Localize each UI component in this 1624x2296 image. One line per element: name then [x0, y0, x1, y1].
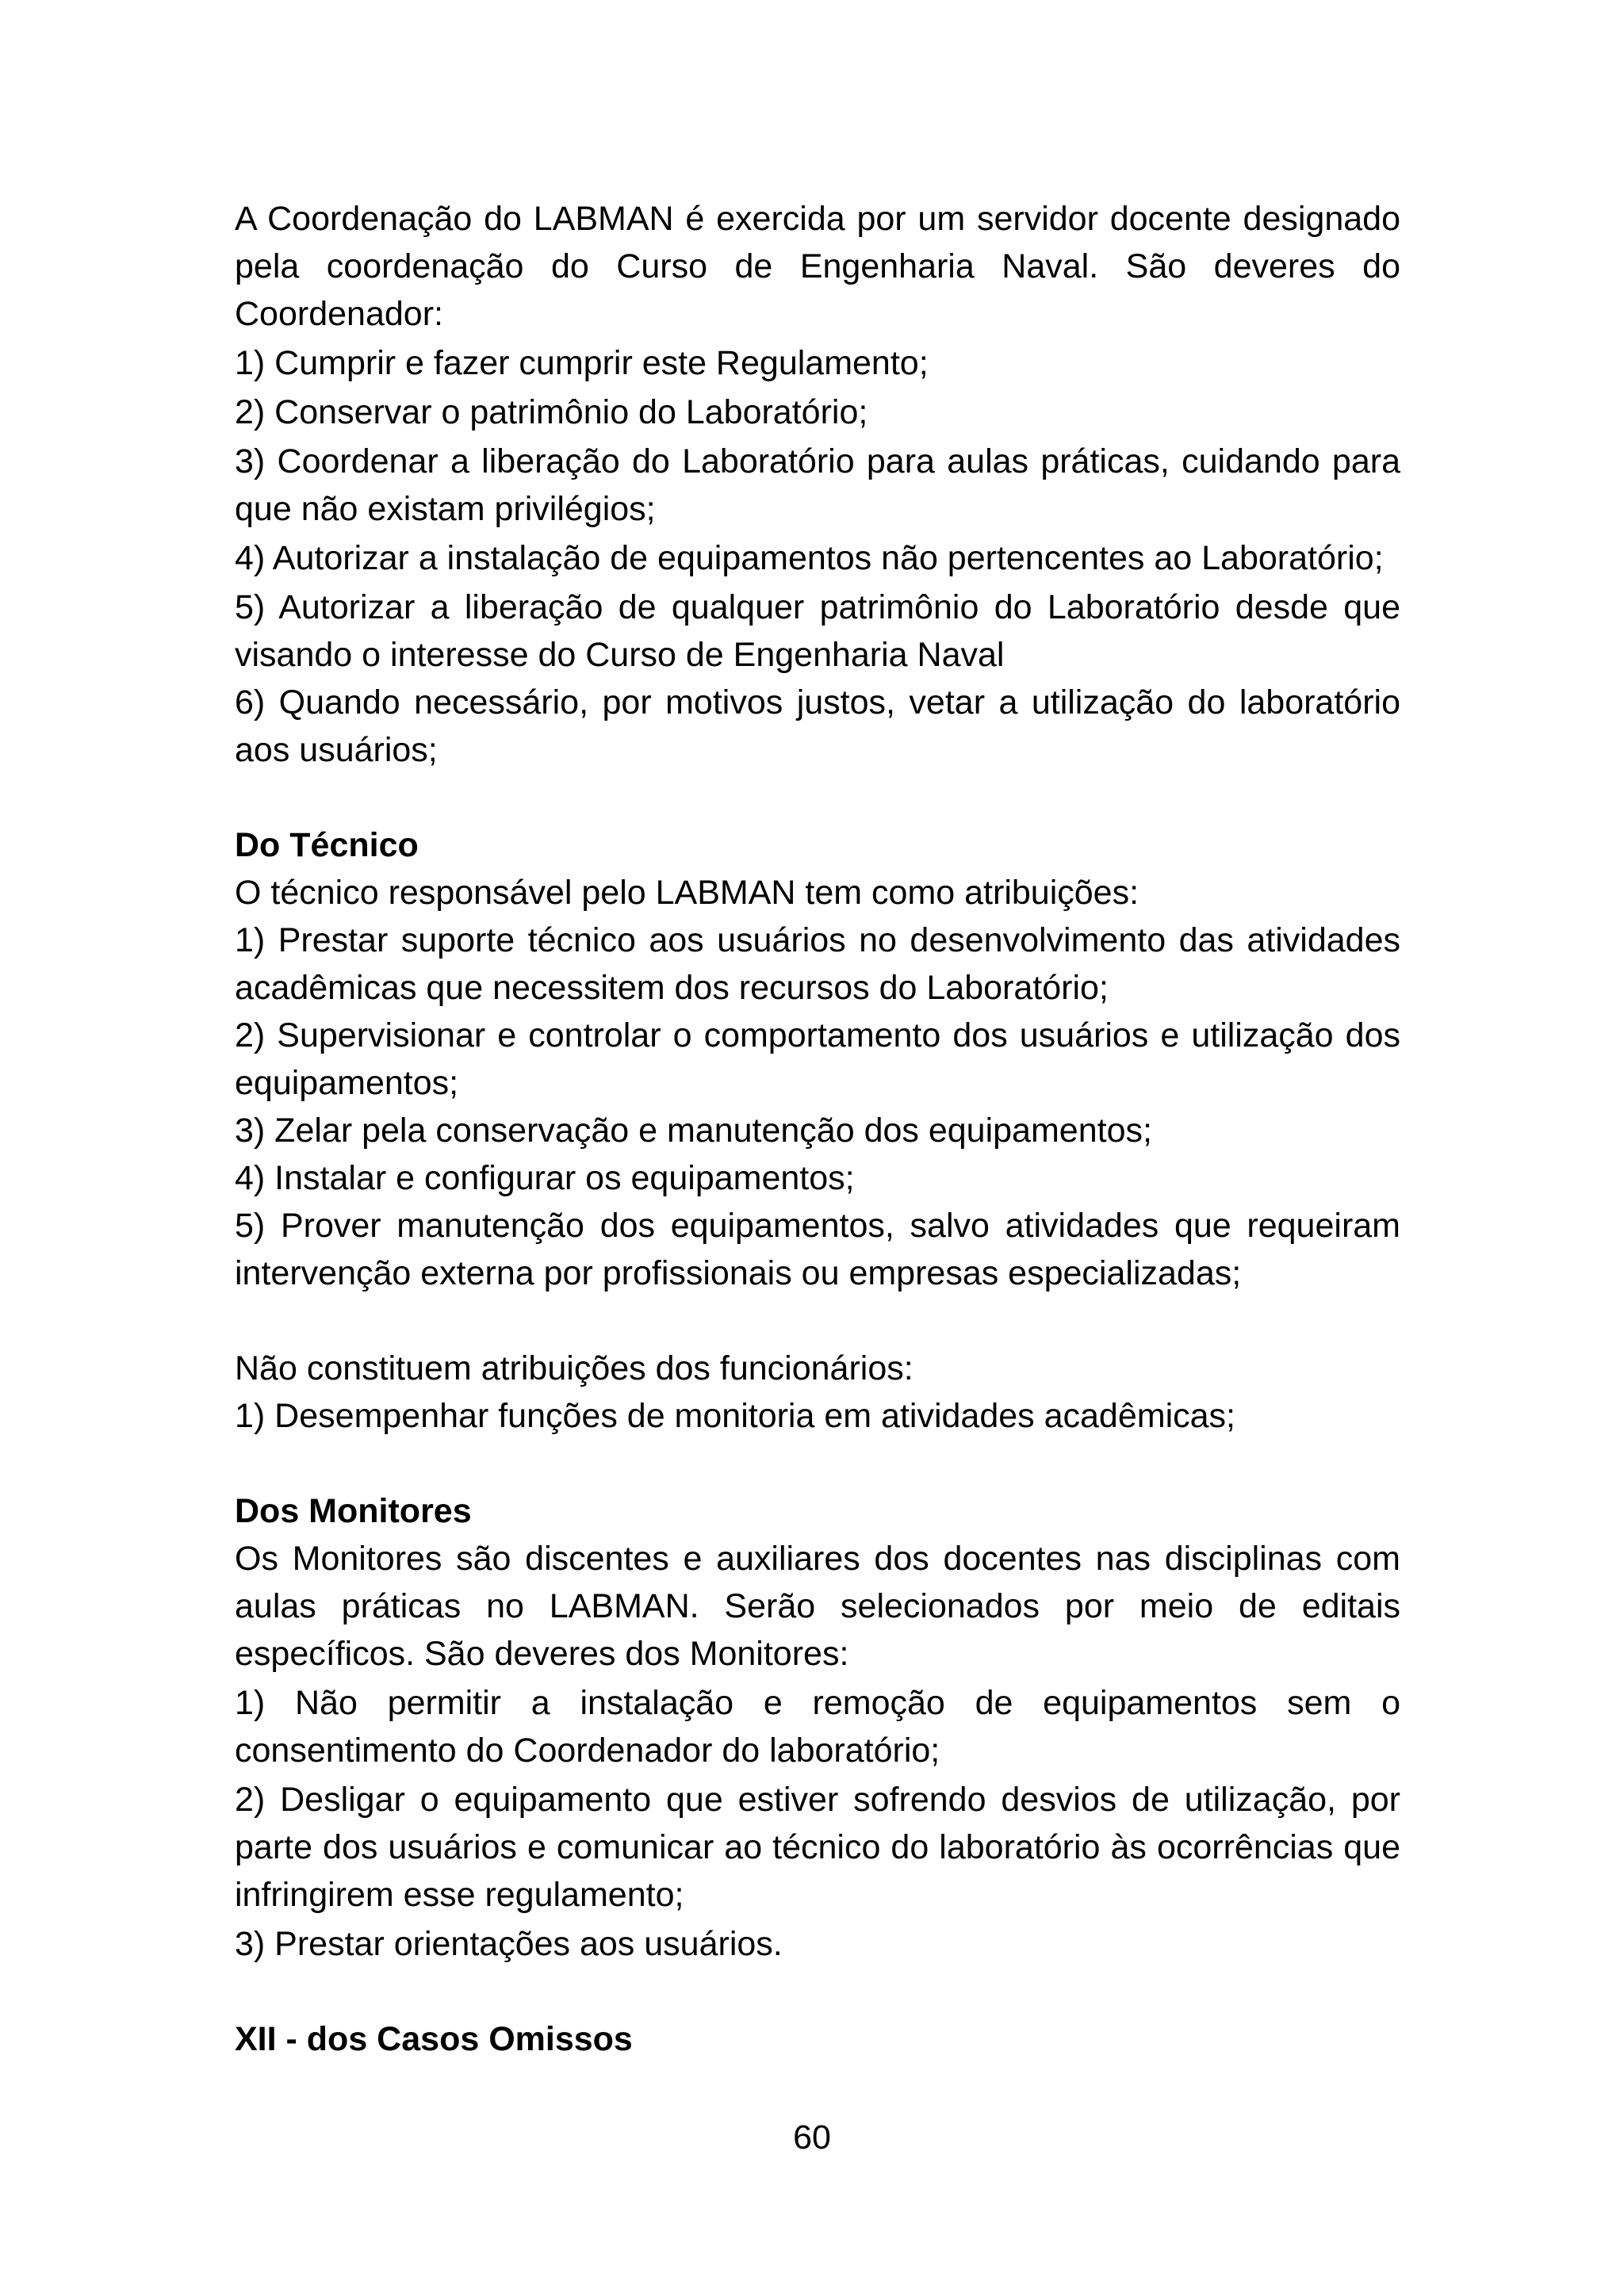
- list-item: 1) Desempenhar funções de monitoria em atividades acadêmicas;: [235, 1397, 1235, 1435]
- spacer: [235, 1440, 1400, 1487]
- coordinator-duties-list: [235, 339, 1400, 774]
- list-item: 3) Prestar orientações aos usuários.: [235, 1925, 783, 1963]
- list-item: 6) Quando necessário, por motivos justos, vetar a utilização do laboratório aos usuários;: [235, 683, 1400, 769]
- coordinator-intro-paragraph: A Coordenação do LABMAN é exercida por um servidor docente designado pela coordenação do Curso de Engenharia Naval. São deveres do Coordenador:: [235, 200, 1400, 333]
- section-heading-casos-omissos: XII - dos Casos Omissos: [235, 2020, 633, 2058]
- list-item: 2) Conservar o patrimônio do Laboratório;: [235, 393, 868, 431]
- monitores-intro-paragraph: Os Monitores são discentes e auxiliares dos docentes nas disciplinas com aulas práticas no LABMAN. Serão selecionados por meio de editais específicos. São deveres dos Monitores:: [235, 1540, 1400, 1673]
- spacer: [235, 774, 1400, 821]
- list-item: 2) Supervisionar e controlar o comportamento dos usuários e utilização dos equipamentos;: [235, 1016, 1400, 1102]
- list-item: 5) Prover manutenção dos equipamentos, salvo atividades que requeiram intervenção externa por profissionais ou empresas especializadas;: [235, 1207, 1400, 1292]
- list-item: 1) Não permitir a instalação e remoção de equipamentos sem o consentimento do Coordenador do laboratório;: [235, 1684, 1400, 1770]
- nao-constituem-intro-paragraph: Não constituem atribuições dos funcionários:: [235, 1349, 914, 1387]
- page-content: [235, 195, 1400, 2063]
- list-item: 1) Cumprir e fazer cumprir este Regulamento;: [235, 344, 929, 382]
- tecnico-duties-list: [235, 916, 1400, 1297]
- list-item: 5) Autorizar a liberação de qualquer patrimônio do Laboratório desde que visando o interesse do Curso de Engenharia Naval: [235, 588, 1400, 674]
- section-heading-tecnico: Do Técnico: [235, 826, 419, 864]
- list-item: 1) Prestar suporte técnico aos usuários no desenvolvimento das atividades acadêmicas que necessitem dos recursos do Laboratório;: [235, 921, 1400, 1007]
- list-item: 3) Coordenar a liberação do Laboratório para aulas práticas, cuidando para que não existam privilégios;: [235, 442, 1400, 528]
- monitores-duties-list: [235, 1679, 1400, 1968]
- tecnico-intro-paragraph: O técnico responsável pelo LABMAN tem como atribuições:: [235, 874, 1139, 912]
- list-item: 3) Zelar pela conservação e manutenção dos equipamentos;: [235, 1112, 1152, 1150]
- spacer: [235, 1968, 1400, 2015]
- list-item: 4) Autorizar a instalação de equipamentos não pertencentes ao Laboratório;: [235, 539, 1384, 577]
- spacer: [235, 1297, 1400, 1345]
- section-heading-monitores: Dos Monitores: [235, 1492, 472, 1530]
- list-item: 2) Desligar o equipamento que estiver sofrendo desvios de utilização, por parte dos usuários e comunicar ao técnico do laboratório às ocorrências que infringirem esse regulamento;: [235, 1781, 1400, 1914]
- list-item: 4) Instalar e configurar os equipamentos;: [235, 1159, 855, 1197]
- page-number: 60: [793, 2118, 831, 2156]
